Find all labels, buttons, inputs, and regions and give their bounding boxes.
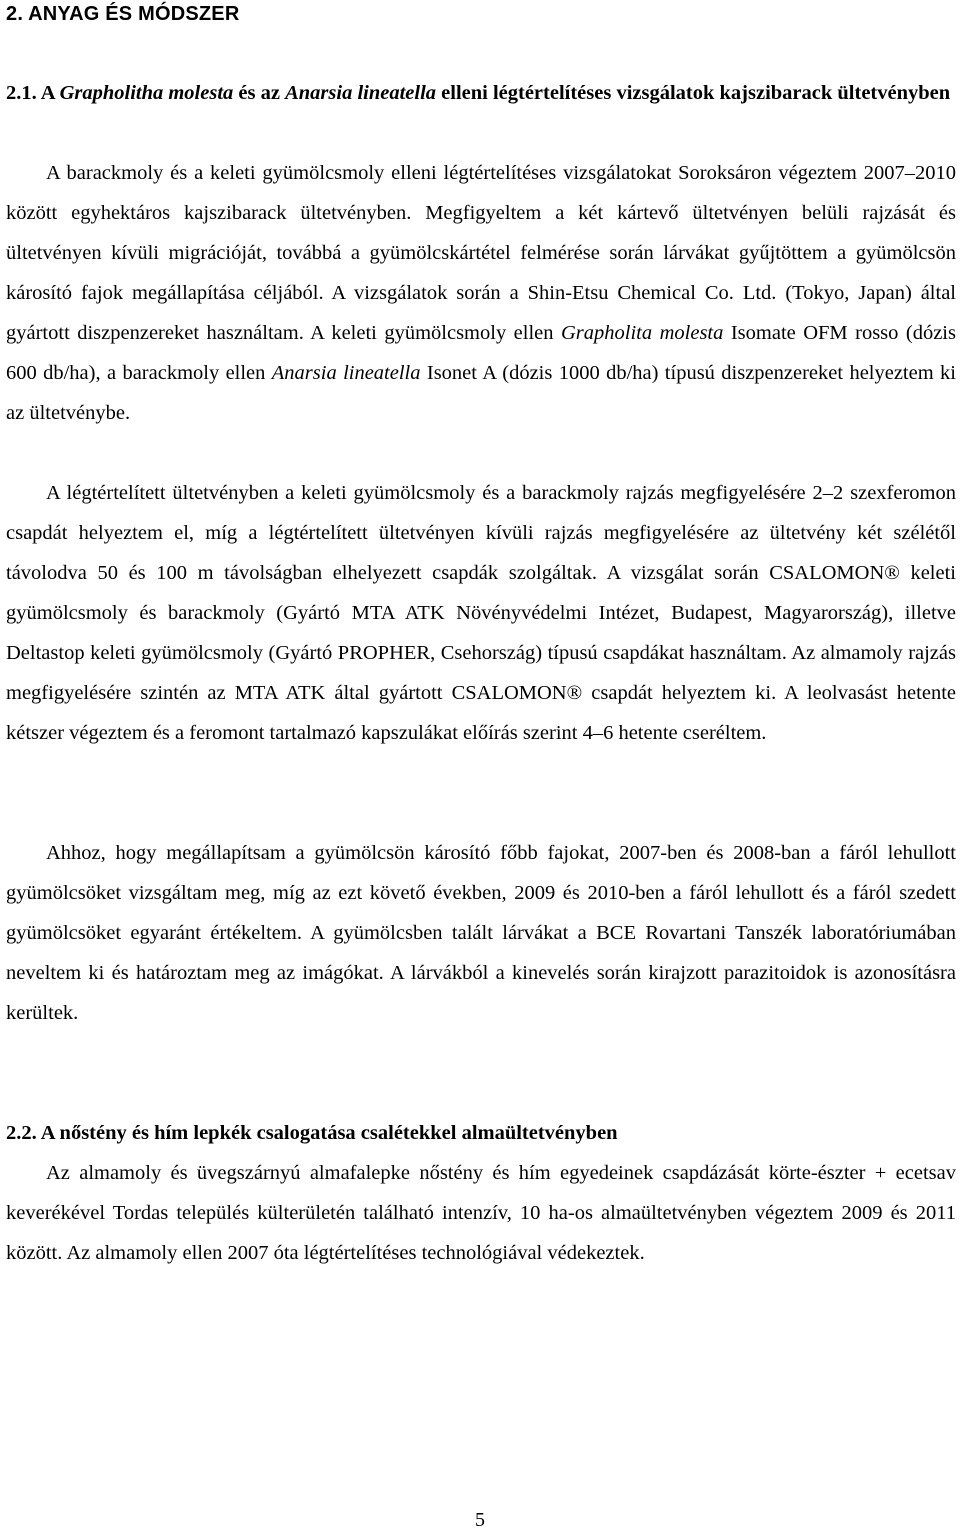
paragraph-fruit-damage [6, 833, 956, 1033]
paragraph-text: A barackmoly és a keleti gyümölcsmoly elleni légtértelítéses vizsgálatokat Soroksáron végeztem 2007–2010 között egyhektáros kajszibarack ültetvényben. Megfigyeltem a két kártevő ültetvényen belüli rajzását és ültetvényen kívüli migrációját, továbbá a gyümölcskártétel felmérése során lárvákat gyűjtöttem a gyümölcsön károsító fajok megállapítása céljából. A vizsgálatok során a Shin-Etsu Chemical Co. Ltd. (Tokyo, Japan) által gyártott diszpenzereket használtam. A keleti gyümölcsmoly ellen [6, 162, 956, 344]
species-name: Anarsia lineatella [285, 82, 437, 104]
species-name: Anarsia lineatella [271, 362, 421, 384]
paragraph-text: Isonet A (dózis 1000 db/ha) típusú diszpenzereket helyeztem ki az ültetvénybe. [6, 362, 956, 424]
paragraph-text: Az almamoly és üvegszárnyú almafalepke nőstény és hím egyedeinek csapdázását körte-észter + ecetsav keverékével Tordas település külterületén található intenzív, 10 ha-os almaültetvényben végeztem 2009 és 2011 között. Az almamoly ellen 2007 óta légtértelítéses technológiával védekeztek. [6, 1162, 956, 1264]
heading-text: és az [233, 82, 286, 104]
species-name: Grapholita molesta [561, 322, 724, 344]
section-number: 2.1. [6, 82, 37, 104]
section-2-1-heading [6, 73, 956, 113]
paragraph-text: A légtértelített ültetvényben a keleti gyümölcsmoly és a barackmoly rajzás megfigyelésére 2–2 szexferomon csapdát helyeztem el, míg a légtértelített ültetvényen kívüli rajzás megfigyelésére az ültetvény két szélétől távolodva 50 és 100 m távolságban elhelyezett csapdák szolgáltak. A vizsgálat során CSALOMON® keleti gyümölcsmoly és barackmoly (Gyártó MTA ATK Növényvédelmi Intézet, Budapest, Magyarország), illetve Deltastop keleti gyümölcsmoly (Gyártó PROPHER, Csehország) típusú csapdákat használtam. Az almamoly rajzás megfigyelésére szintén az MTA ATK által gyártott CSALOMON® csapdát helyeztem ki. A leolvasást hetente kétszer végeztem és a feromont tartalmazó kapszulákat előírás szerint 4–6 hetente cseréltem. [6, 482, 956, 744]
chapter-title: 2. ANYAG ÉS MÓDSZER [6, 3, 240, 25]
paragraph-text: Isomate OFM rosso (dózis 600 db/ha), a barackmoly ellen [6, 322, 956, 384]
heading-text: A [40, 82, 60, 104]
paragraph-traps [6, 473, 956, 753]
page-number: 5 [475, 1509, 485, 1531]
paragraph-text: Ahhoz, hogy megállapítsam a gyümölcsön károsító főbb fajokat, 2007-ben és 2008-ban a fáról lehullott gyümölcsöket vizsgáltam meg, míg az ezt követő években, 2009 és 2010-ben a fáról lehullott és a fáról szedett gyümölcsöket egyaránt értékeltem. A gyümölcsben talált lárvákat a BCE Rovartani Tanszék laboratóriumában neveltem ki és határoztam meg az imágókat. A lárvákból a kinevelés során kirajzott parazitoidok is azonosításra kerültek. [6, 842, 956, 1024]
heading-text: elleni légtértelítéses vizsgálatok kajszibarack ültetvényben [436, 82, 951, 104]
species-name: Grapholitha molesta [59, 82, 234, 104]
section-2-2-heading: 2.2. A nőstény és hím lepkék csalogatása csalétekkel almaültetvényben [6, 1122, 618, 1144]
paragraph-intro [6, 153, 956, 433]
paragraph-lures [6, 1153, 956, 1273]
